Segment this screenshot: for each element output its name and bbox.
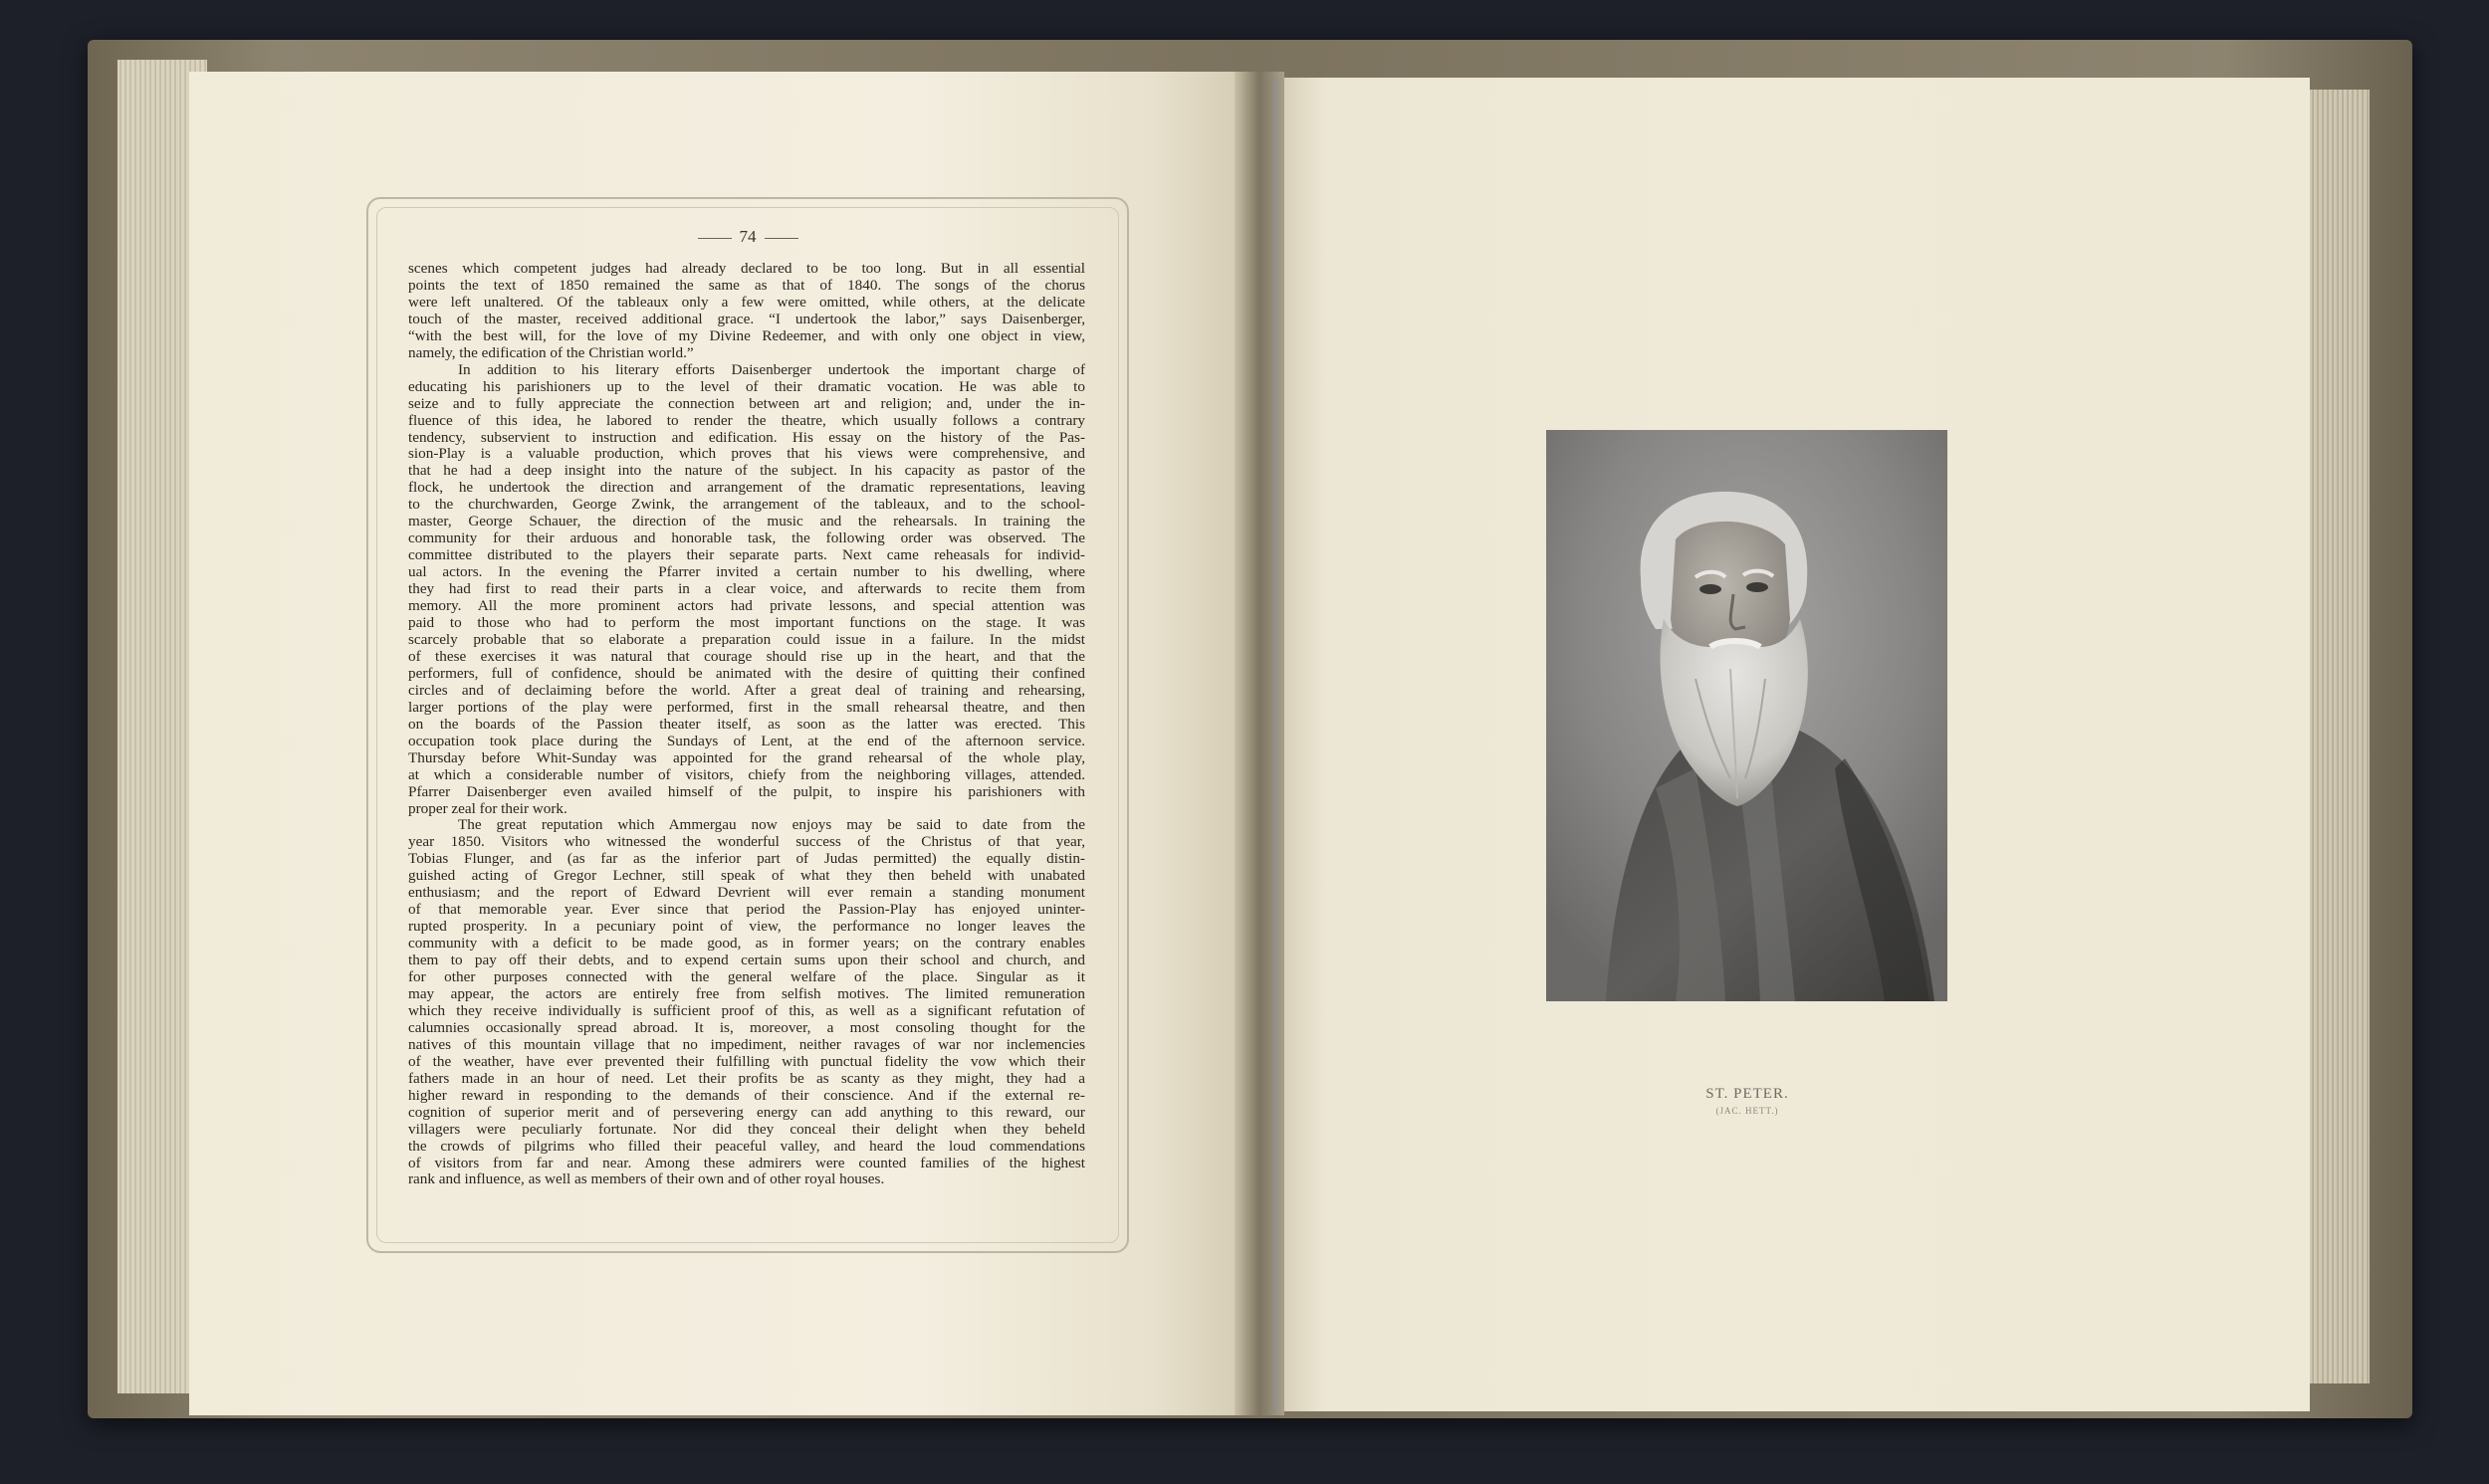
text-line: of that memorable year. Ever since that period the Passion-Play has enjoyed uninter- [408,902,1085,919]
text-line: villagers were peculiarly fortunate. Nor did they conceal their delight when they beheld [408,1121,1085,1138]
text-line: they had first to read their parts in a clear voice, and afterwards to recite them from [408,581,1085,598]
text-line: guished acting of Gregor Lechner, still speak of what they then beheld with unabated [408,868,1085,885]
page-number-rule-left [698,238,732,239]
text-line: points the text of 1850 remained the same as that of 1840. The songs of the chorus [408,277,1085,294]
text-line: community for their arduous and honorable task, the following order was observed. The [408,530,1085,547]
text-line: the crowds of pilgrims who filled their peaceful valley, and heard the loud commendations [408,1138,1085,1155]
portrait-illustration [1546,430,1947,1001]
text-line: scenes which competent judges had already declared to be too long. But in all essential [408,261,1085,277]
text-line: flock, he undertook the direction and arrangement of the dramatic representations, leaving [408,480,1085,497]
text-line: namely, the edification of the Christian world.” [408,344,694,361]
text-line: of visitors from far and near. Among these admirers were counted families of the highest [408,1155,1085,1171]
text-line: ual actors. In the evening the Pfarrer invited a certain number to his dwelling, where [408,564,1085,581]
text-line: fathers made in an hour of need. Let their profits be as scanty as they might, they had a [408,1070,1085,1087]
text-line: enthusiasm; and the report of Edward Devrient will ever remain a standing monument [408,885,1085,902]
text-line: which they receive individually is sufficient proof of this, as well as a significant refutation of [408,1002,1085,1019]
page-number [673,227,822,247]
page-number-value: 74 [739,227,757,246]
text-line: educating his parishioners up to the level of their dramatic vocation. He was able to [408,378,1085,395]
text-line: were left unaltered. Of the tableaux only a few were omitted, while others, at the delicate [408,294,1085,311]
text-line: natives of this mountain village that no impediment, neither ravages of war nor inclemencies [408,1036,1085,1053]
text-line: proper zeal for their work. [408,800,567,817]
portrait-photograph [1546,430,1947,1001]
text-line: of these exercises it was natural that courage should rise up in the heart, and that the [408,648,1085,665]
text-line: them to pay off their debts, and to expend certain sums upon their school and church, and [408,953,1085,969]
paragraph [408,362,1085,818]
paragraph [408,261,1085,362]
text-line: Pfarrer Daisenberger even availed himself of the pulpit, to inspire his parishioners with [408,783,1085,800]
text-line: may appear, the actors are entirely free from selfish motives. The limited remuneration [408,985,1085,1002]
text-line: at which a considerable number of visitors, chiefy from the neighboring villages, attended. [408,766,1085,783]
text-line: on the boards of the Passion theater itself, as soon as the latter was erected. This [408,716,1085,733]
text-line: paid to those who had to perform the most important functions on the stage. It was [408,615,1085,632]
gutter-rule [1274,78,1277,1411]
page-number-rule-right [765,238,798,239]
text-line: master, George Schauer, the direction of the music and the rehearsals. In training the [408,514,1085,530]
text-line: occupation took place during the Sundays of Lent, at the end of the afternoon service. [408,733,1085,749]
text-line: that he had a deep insight into the nature of the subject. In his capacity as pastor of the [408,463,1085,480]
text-line: to the churchwarden, George Zwink, the arrangement of the tableaux, and to the school- [408,497,1085,514]
text-line: rupted prosperity. In a pecuniary point of view, the performance no longer leaves the [408,919,1085,936]
text-line: larger portions of the play were performed, first in the small rehearsal theatre, and then [408,699,1085,716]
text-line: calumnies occasionally spread abroad. It is, moreover, a most consoling thought for the [408,1019,1085,1036]
text-line: rank and influence, as well as members of their own and of other royal houses. [408,1171,885,1188]
text-line: “with the best will, for the love of my Divine Redeemer, and with only one object in view, [408,327,1085,344]
text-line: In addition to his literary efforts Daisenberger undertook the important charge of [458,361,1085,378]
text-line: seize and to fully appreciate the connection between art and religion; and, under the in- [408,395,1085,412]
text-line: The great reputation which Ammergau now enjoys may be said to date from the [458,817,1085,834]
caption-title: ST. PETER. [1705,1086,1789,1102]
text-line: committee distributed to the players their separate parts. Next came reheasals for individ- [408,547,1085,564]
text-line: higher reward in responding to the demands of their conscience. And if the external re- [408,1087,1085,1104]
caption-subtitle: (JAC. HETT.) [1715,1106,1779,1116]
text-line: fluence of this idea, he labored to render the theatre, which usually follows a contrary [408,412,1085,429]
text-line: performers, full of confidence, should be animated with the desire of quitting their confined [408,665,1085,682]
text-line: Tobias Flunger, and (as far as the inferior part of Judas permitted) the equally distin- [408,851,1085,868]
text-line: scarcely probable that so elaborate a preparation could issue in a failure. In the midst [408,631,1085,648]
text-line: memory. All the more prominent actors had private lessons, and special attention was [408,598,1085,615]
text-line: of the weather, have ever prevented their fulfilling with punctual fidelity the vow which their [408,1053,1085,1070]
text-line: touch of the master, received additional grace. “I undertook the labor,” says Daisenberger, [408,311,1085,327]
text-line: sion-Play is a valuable production, which proves that his views were comprehensive, and [408,446,1085,463]
text-line: tendency, subservient to instruction and edification. His essay on the history of the Pas- [408,429,1085,446]
body-text [408,261,1085,1188]
text-line: cognition of superior merit and of persevering energy can add anything to this reward, our [408,1104,1085,1121]
text-line: for other purposes connected with the general welfare of the place. Singular as it [408,969,1085,986]
text-line: circles and of declaiming before the world. After a great deal of training and rehearsing, [408,682,1085,699]
paragraph [408,817,1085,1188]
text-line: Thursday before Whit-Sunday was appointed for the grand rehearsal of the whole play, [408,749,1085,766]
text-line: year 1850. Visitors who witnessed the wonderful success of the Christus of that year, [408,834,1085,851]
text-line: community with a deficit to be made good, as in former years; on the contrary enables [408,936,1085,953]
